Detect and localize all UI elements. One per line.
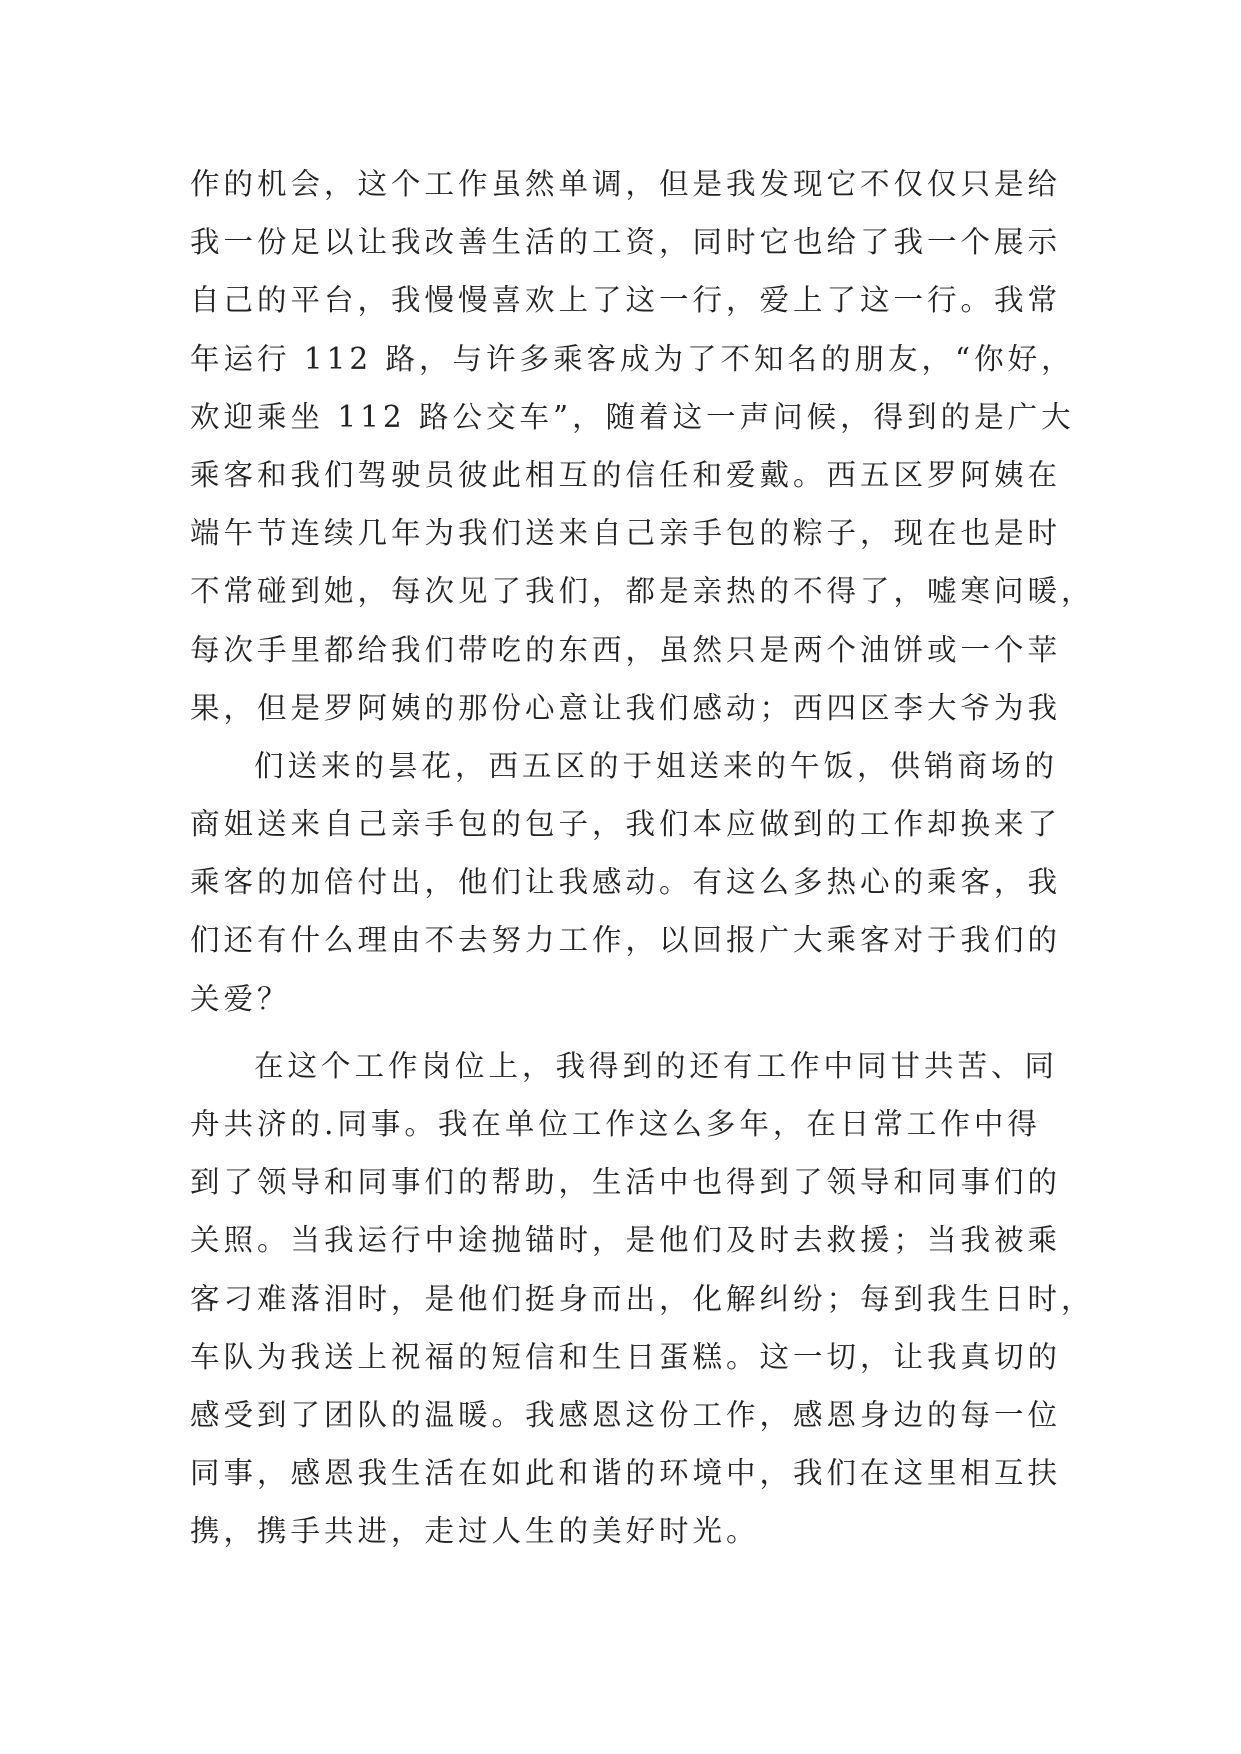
text-line: 果，但是罗阿姨的那份心意让我们感动；西四区李大爷为我 [190, 690, 1062, 725]
text-line: 们还有什么理由不去努力工作，以回报广大乘客对于我们的 [190, 923, 1062, 958]
paragraph-spacer [190, 1028, 1050, 1037]
text-line: 每次手里都给我们带吃的东西，虽然只是两个油饼或一个苹 [190, 632, 1062, 667]
text-line: 端午节连续几年为我们送来自己亲手包的粽子，现在也是时 [190, 516, 1062, 551]
text-line: 车队为我送上祝福的短信和生日蛋糕。这一切，让我真切的 [190, 1339, 1062, 1374]
text-line: 感受到了团队的温暖。我感恩这份工作，感恩身边的每一位 [190, 1397, 1062, 1432]
text-line: 乘客的加倍付出，他们让我感动。有这么多热心的乘客，我 [190, 865, 1062, 900]
text-line: 在这个工作岗位上，我得到的还有工作中同甘共苦、同 [254, 1048, 1059, 1083]
text-line: 不常碰到她，每次见了我们，都是亲热的不得了，嘘寒问暖， [190, 574, 1095, 609]
text-line: 自己的平台，我慢慢喜欢上了这一行，爱上了这一行。我常 [190, 283, 1062, 318]
text-line: 同事，感恩我生活在如此和谐的环境中，我们在这里相互扶 [190, 1456, 1062, 1491]
text-line: 商姐送来自己亲手包的包子，我们本应做到的工作却换来了 [190, 807, 1062, 842]
text-line: 客刁难落泪时，是他们挺身而出，化解纠纷；每到我生日时， [190, 1281, 1095, 1316]
text-line: 欢迎乘坐 112 路公交车”，随着这一声问候，得到的是广大 [190, 399, 1075, 434]
body-text [190, 155, 1095, 1561]
text-line: 我一份足以让我改善生活的工资，同时它也给了我一个展示 [190, 225, 1062, 260]
paragraph-1 [190, 155, 1095, 737]
text-line: 携，携手共进，走过人生的美好时光。 [190, 1514, 760, 1549]
text-line: 到了领导和同事们的帮助，生活中也得到了领导和同事们的 [190, 1165, 1062, 1200]
paragraph-3 [190, 1037, 1095, 1561]
text-line: 舟共济的.同事。我在单位工作这么多年，在日常工作中得 [190, 1107, 1041, 1141]
text-line: 们送来的昙花，西五区的于姐送来的午饭，供销商场的 [254, 748, 1059, 783]
text-line: 年运行 112 路，与许多乘客成为了不知名的朋友，“你好， [190, 341, 1075, 376]
text-line: 作的机会，这个工作虽然单调，但是我发现它不仅仅只是给 [190, 167, 1062, 201]
text-line: 乘客和我们驾驶员彼此相互的信任和爱戴。西五区罗阿姨在 [190, 457, 1062, 492]
paragraph-2 [190, 737, 1062, 1028]
text-line: 关照。当我运行中途抛锚时，是他们及时去救援；当我被乘 [190, 1223, 1062, 1258]
text-line: 关爱？ [190, 981, 291, 1016]
